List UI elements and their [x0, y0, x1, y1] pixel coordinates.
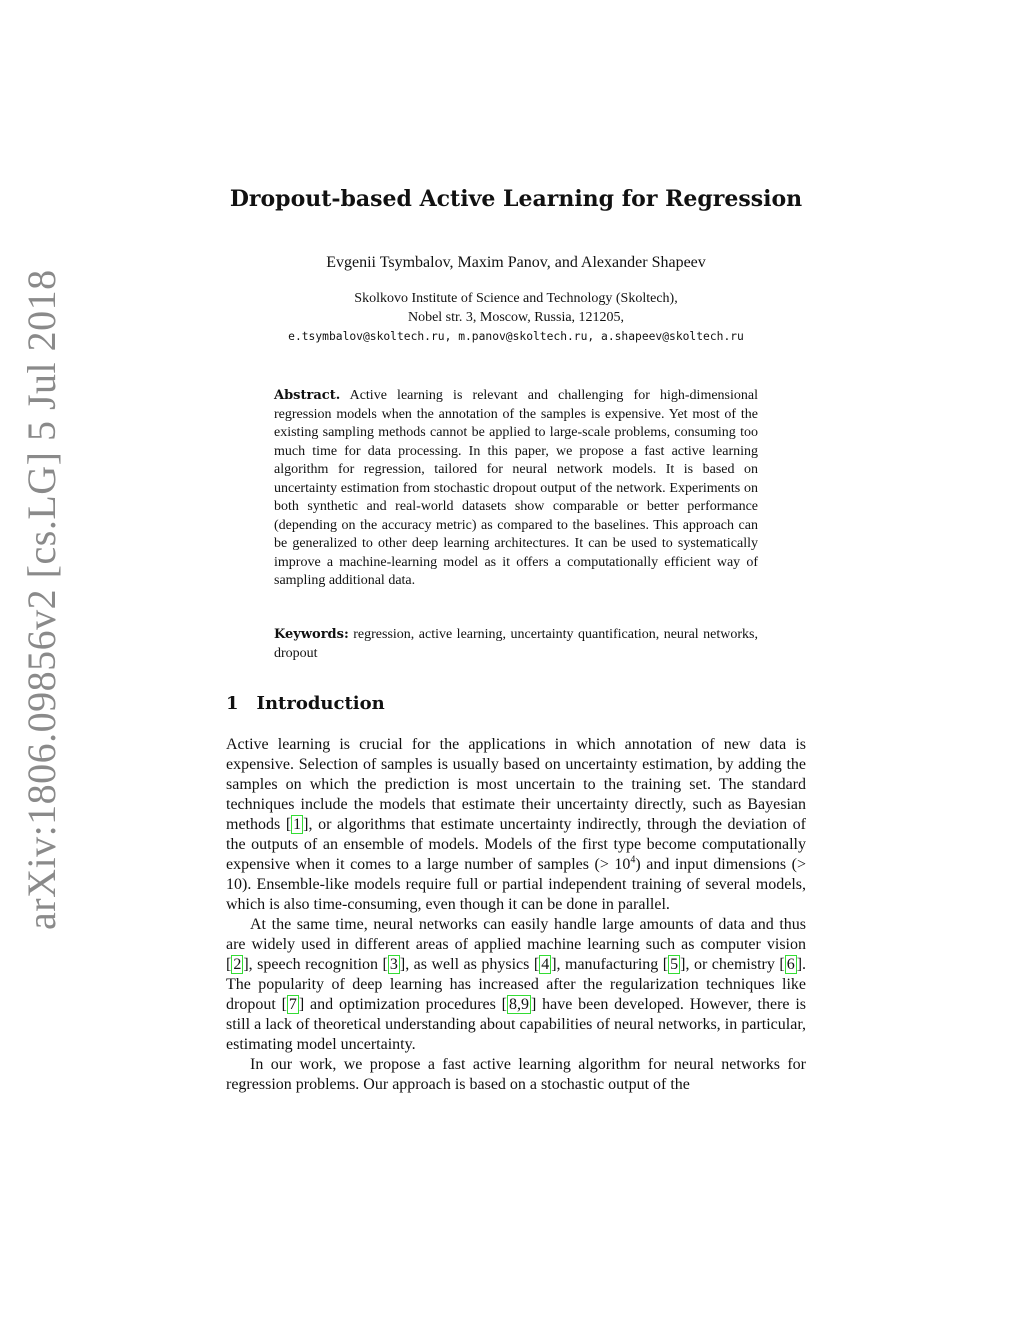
text-run: , or chemistry	[685, 956, 780, 973]
text-run: . The popularity of deep learning has increased after the regularization techniques like dropout	[226, 956, 807, 1013]
abstract-text: Active learning is relevant and challenging for high-dimensional regression models when the annotation of the samples is expensive. Yet most of the existing sampling methods cannot be applied to large-scale problems, consuming too much time for data processing. In this paper, we propose a fast active learning algorithm for regression, tailored for neural network models. It is based on uncertainty estimation from stochastic dropout output of the network. Experiments on both synthetic and real-world datasets show comparable or better performance (depending on the accuracy metric) as compared to the baselines. This approach can be generalized to other deep learning architectures. It can be used to systematically improve a machine-learning model as it offers a computationally efficient way of sampling additional data.	[274, 388, 758, 588]
abstract-label: Abstract.	[274, 388, 341, 403]
citation-link[interactable]: 4	[541, 956, 550, 973]
paper-title: Dropout-based Active Learning for Regression	[229, 186, 803, 212]
citation-link[interactable]: 2	[233, 956, 242, 973]
text-run: ) and input dimensions (> 10). Ensemble-like models require full or partial independent training of several models, which is also time-consuming, even though it can be done in parallel.	[226, 856, 807, 913]
text-run: At the same time, neural networks can easily handle large amounts of data and thus are widely used in different areas of applied machine learning such as computer vision	[226, 916, 806, 953]
paragraph-1: Active learning is crucial for the applications in which annotation of new data is expensive. Selection of samples is usually based on uncertainty estimation, by adding the samples on which the prediction is most uncertain to the training set. The standard techniques include the models that estimate their uncertainty directly, such as Bayesian methods [ 1 ], or algorithms that estimate uncertainty indirectly, through the deviation of the outputs of an ensemble of models. Models of the first type become computationally expensive when it comes to a large number of samples (> $10^4$) and input dimensions (> 10). Ensemble-like models require full or partial independent training of several models, which is also time-consuming, even though it can be done in parallel.	[226, 736, 807, 913]
text-run: , speech recognition	[248, 956, 383, 973]
paragraph-2: At the same time, neural networks can easily handle large amounts of data and thus are widely used in different areas of applied machine learning such as computer vision [ 2 ], speech recognition [ 3 ], as well as physics [ 4 ], manufacturing [ 5 ], or chemistry [ 6 ]. The popularity of deep learning has increased after the regularization techniques like dropout [ 7 ] and optimization procedures [ 8,9 ] have been developed. However, there is still a lack of theoretical understanding about capabilities of neural networks, in particular, estimating model uncertainty.	[226, 916, 807, 1053]
text-run: , manufacturing	[556, 956, 663, 973]
affiliation	[226, 289, 806, 346]
citation-link[interactable]: 8,9	[509, 996, 529, 1013]
keywords-label: Keywords:	[274, 627, 349, 642]
text-run: and optimization procedures	[304, 996, 502, 1013]
keywords-text: regression, active learning, uncertainty quantification, neural networks, dropout	[274, 627, 758, 661]
section-heading	[226, 693, 385, 714]
paragraph-3: In our work, we propose a fast active learning algorithm for neural networks for regression problems. Our approach is based on a stochastic output of the	[226, 1056, 806, 1093]
text-run: Active learning is crucial for the applications in which annotation of new data is expensive. Selection of samples is usually based on uncertainty estimation, by adding the samples on which the prediction is most uncertain to the training set. The standard techniques include the models that estimate their uncertainty directly, such as Bayesian methods	[226, 736, 806, 833]
section-title: Introduction	[256, 693, 385, 714]
citation-link[interactable]: 1	[293, 816, 302, 833]
keywords	[274, 626, 758, 663]
author-emails[interactable]: e.tsymbalov@skoltech.ru, m.panov@skoltech.ru, a.shapeev@skoltech.ru	[288, 330, 744, 343]
text-run: , as well as physics	[405, 956, 534, 973]
section-number: 1	[226, 693, 239, 714]
affiliation-line-1: Skolkovo Institute of Science and Technology (Skoltech),	[354, 291, 678, 306]
superscript: 4	[630, 854, 636, 866]
abstract	[274, 387, 758, 591]
text-run: have been developed. However, there is still a lack of theoretical understanding about capabilities of neural networks, in particular, estimating model uncertainty.	[226, 996, 806, 1053]
arxiv-identifier: arXiv:1806.09856v2 [cs.LG] 5 Jul 2018	[19, 269, 64, 930]
citation-link[interactable]: 3	[389, 956, 398, 973]
citation-link[interactable]: 5	[670, 956, 679, 973]
citation-link[interactable]: 7	[288, 996, 297, 1013]
author-list: Evgenii Tsymbalov, Maxim Panov, and Alexander Shapeev	[326, 254, 706, 271]
text-run: , or algorithms that estimate uncertainty indirectly, through the deviation of the outputs of an ensemble of models. Models of the first type become computationally expensive when it comes to a large number of samples (> 10	[226, 816, 807, 873]
citation-link[interactable]: 6	[786, 956, 795, 973]
section-body	[226, 735, 806, 1095]
affiliation-line-2: Nobel str. 3, Moscow, Russia, 121205,	[407, 310, 625, 325]
